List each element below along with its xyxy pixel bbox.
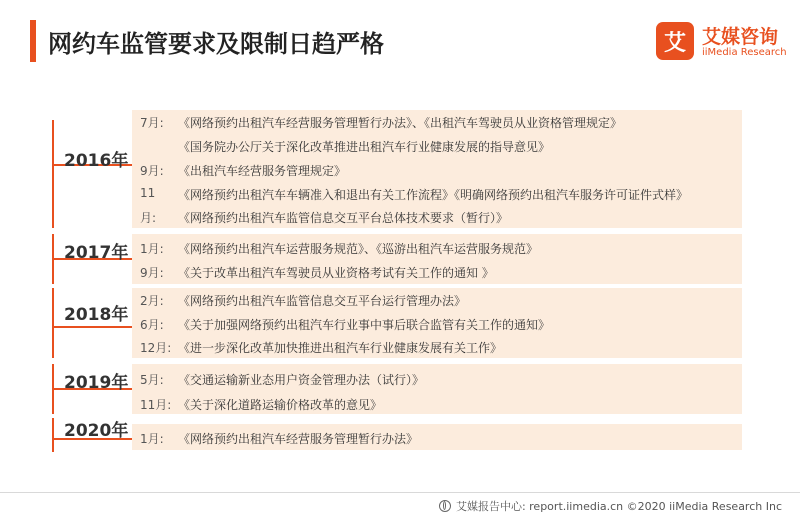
logo-name-en: iiMedia Research [702, 47, 787, 58]
brand-logo [656, 22, 786, 62]
year-label-2016: 2016年 [64, 151, 129, 171]
footer-divider [0, 492, 800, 493]
title-accent-bar [30, 20, 36, 62]
footer-text: 艾媒报告中心: report.iimedia.cn ©2020 iiMedia Research Inc [455, 500, 782, 513]
footer [439, 498, 782, 514]
year-line-2018 [52, 288, 54, 358]
logo-name-cn: 艾媒咨询 [702, 26, 779, 48]
year-line-2020 [52, 418, 54, 452]
logo-mark-icon: 艾 [656, 22, 694, 60]
year-label-2019: 2019年 [64, 373, 129, 393]
globe-icon [439, 500, 451, 512]
year-label-2020: 2020年 [64, 421, 129, 441]
page-title: 网约车监管要求及限制日趋严格 [48, 30, 384, 58]
year-line-2016 [52, 120, 54, 228]
year-label-2017: 2017年 [64, 243, 129, 263]
year-label-2018: 2018年 [64, 305, 129, 325]
year-tick-2018 [52, 326, 132, 328]
